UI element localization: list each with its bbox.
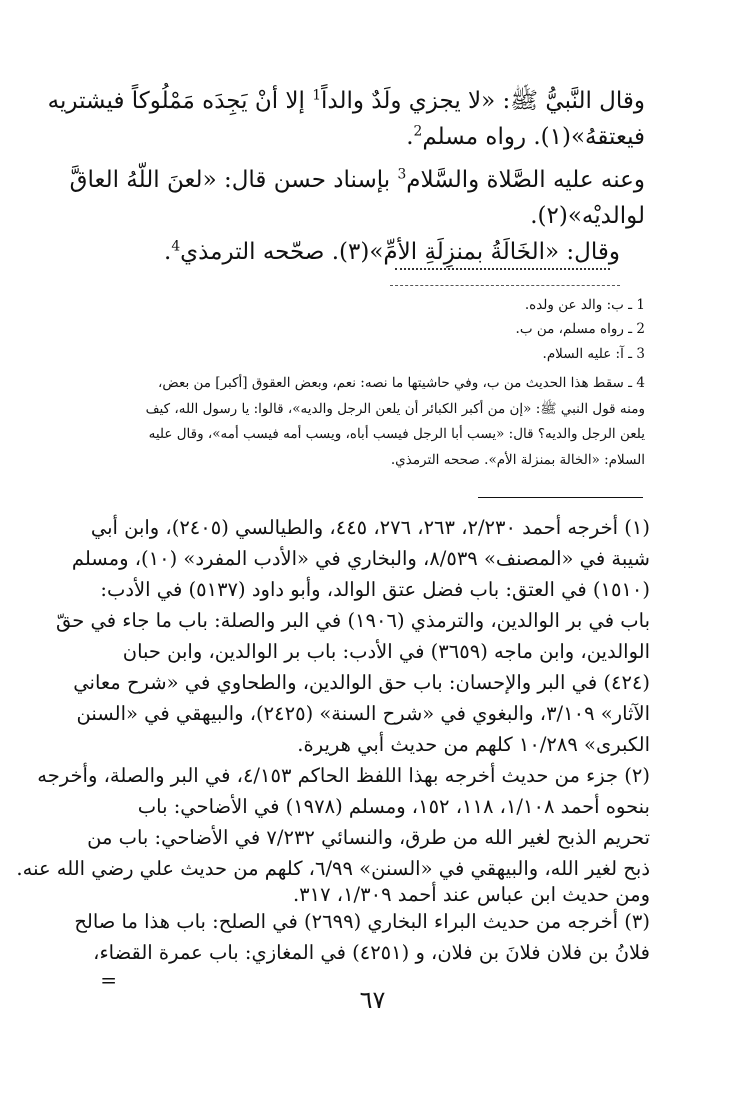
main-line-4: لوالديْه»(٢). <box>530 203 645 229</box>
dashed-separator <box>390 285 620 286</box>
variant-note-3: 3 ـ آ: عليه السلام. <box>542 346 645 362</box>
footnote-1-line-7: الآثار» ٣/١٠٩، والبغوي في «شرح السنة» (٢٤٢٥)، والبيهقي في «السنن <box>76 702 650 725</box>
footnote-3-line-2: فلانُ بن فلان فلانَ بن فلان، و (٤٢٥١) في المغازي: باب عمرة القضاء، <box>93 941 650 964</box>
variant-note-1: 1 ـ ب: والد عن ولده. <box>524 297 645 313</box>
variant-note-2: 2 ـ رواه مسلم، من ب. <box>515 321 645 337</box>
page-number: ٦٧ <box>359 986 386 1014</box>
variant-note-4-cont-3: السلام: «الخالة بمنزلة الأم». صححه الترمذي. <box>390 452 645 468</box>
footnote-2-line-3: تحريم الذبح لغير الله من طرق، والنسائي ٧/٢٣٢ في الأضاحي: باب من <box>87 826 650 849</box>
footnote-1-line-8: الكبرى» ١٠/٢٨٩ كلهم من حديث أبي هريرة. <box>297 733 650 756</box>
footnote-1-line-3: (١٥١٠) في العتق: باب فضل عتق الوالد، وأبو داود (٥١٣٧) في الأدب: <box>100 578 650 601</box>
footnote-2-line-1: (٢) جزء من حديث أخرجه بهذا اللفظ الحاكم ٤/١٥٣، في البر والصلة، وأخرجه <box>37 764 650 787</box>
footnote-rule <box>478 497 643 498</box>
footnote-1-line-1: (١) أخرجه أحمد ٢/٢٣٠، ٢٦٣، ٢٧٦، ٤٤٥، والطيالسي (٢٤٠٥)، وابن أبي <box>90 516 650 539</box>
footnote-2-line-2: بنحوه أحمد ١/١٠٨، ١١٨، ١٥٢، ومسلم (١٩٧٨) في الأضاحي: باب <box>137 795 650 818</box>
footnote-2-line-5: ومن حديث ابن عباس عند أحمد ١/٣٠٩، ٣١٧. <box>292 883 650 906</box>
main-line-5: وقال: «الخَالَةُ بمنزِلَةِ الأمِّ»(٣). صحّحه الترمذي$^4$. <box>164 238 620 265</box>
variant-note-4: 4 ـ سقط هذا الحديث من ب، وفي حاشيتها ما نصه: نعم، وبعض العقوق [أكبر] من بعض، <box>158 375 645 391</box>
main-line-1: وقال النَّبيُّ ﷺ: «لا يجزي ولَدٌ والداً$^1$ إلا أنْ يَجِدَه مَمْلُوكاً فيشتريه <box>47 87 645 114</box>
footnote-3-line-1: (٣) أخرجه من حديث البراء البخاري (٢٦٩٩) في الصلح: باب هذا ما صالح <box>74 910 650 933</box>
main-line-3: وعنه عليه الصَّلاة والسَّلام$^3$ بإسناد حسن قال: «لعنَ اللّهُ العاقَّ <box>69 166 645 193</box>
footnote-1-line-4: باب في بر الوالدين، والترمذي (١٩٠٦) في البر والصلة: باب ما جاء في حقّ <box>55 609 650 632</box>
footnote-1-line-5: الوالدين، وابن ماجه (٣٦٥٩) في الأدب: باب بر الوالدين، وابن حبان <box>122 640 650 663</box>
main-line-2: فيعتقهُ»(١). رواه مسلم$^2$. <box>406 123 645 150</box>
dotted-separator <box>395 268 610 270</box>
footnote-1-line-2: شيبة في «المصنف» ٨/٥٣٩، والبخاري في «الأدب المفرد» (١٠)، ومسلم <box>71 547 650 570</box>
variant-note-4-cont-2: يلعن الرجل والديه؟ قال: «يسب أبا الرجل فيسب أباه، ويسب أمه فيسب أمه»، وقال عليه <box>148 426 645 442</box>
variant-note-4-cont-1: ومنه قول النبي ﷺ: «إن من أكبر الكبائر أن يلعن الرجل والديه»، قالوا: يا رسول الله، كيف <box>145 401 645 417</box>
footnote-1-line-6: (٤٢٤) في البر والإحسان: باب حق الوالدين، والطحاوي في «شرح معاني <box>73 671 650 694</box>
continuation-mark: = <box>100 968 117 992</box>
footnote-2-line-4: ذبح لغير الله، والبيهقي في «السنن» ٦/٩٩، كلهم من حديث علي رضي الله عنه. <box>16 857 650 880</box>
